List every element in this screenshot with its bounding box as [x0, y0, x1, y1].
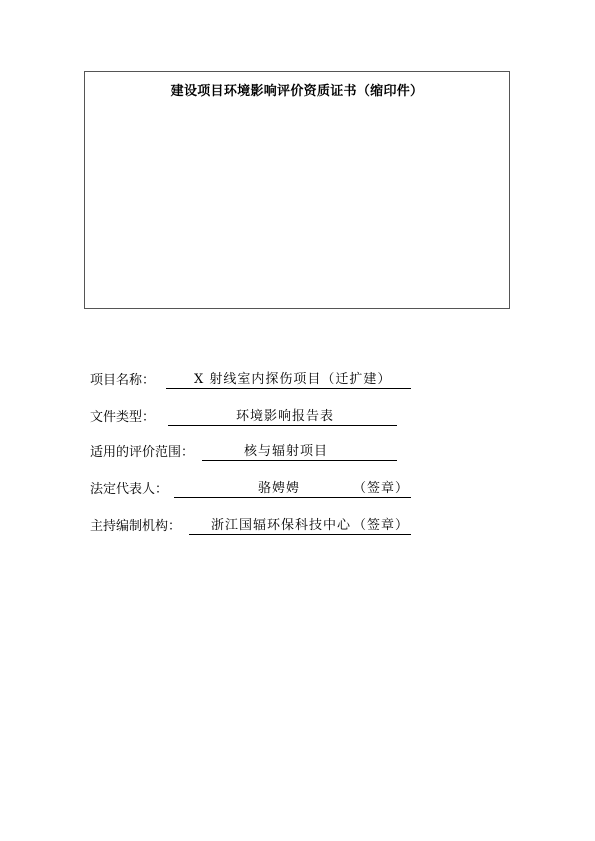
document-type-field — [168, 409, 397, 426]
project-name-value: X 射线室内探伤项目（迁扩建） — [194, 372, 392, 387]
certificate-title: 建设项目环境影响评价资质证书（缩印件） — [170, 84, 424, 99]
certificate-image-box — [84, 71, 510, 309]
compiling-org-value: 浙江国辐环保科技中心 — [211, 518, 352, 533]
evaluation-scope-label: 适用的评价范围： — [90, 445, 195, 460]
compiling-org-seal: （签章） — [352, 518, 409, 533]
project-name-label: 项目名称： — [90, 373, 156, 388]
evaluation-scope-value: 核与辐射项目 — [244, 444, 329, 459]
evaluation-scope-field — [202, 444, 397, 461]
compiling-org-field — [189, 518, 411, 535]
project-name-field — [166, 372, 411, 389]
legal-representative-seal: （签章） — [352, 481, 409, 496]
legal-representative-label: 法定代表人： — [90, 482, 169, 497]
legal-representative-field — [174, 481, 411, 498]
compiling-org-label: 主持编制机构： — [90, 519, 182, 534]
document-type-label: 文件类型： — [90, 410, 156, 425]
legal-representative-value: 骆娉娉 — [258, 481, 301, 496]
document-type-value: 环境影响报告表 — [236, 409, 335, 424]
